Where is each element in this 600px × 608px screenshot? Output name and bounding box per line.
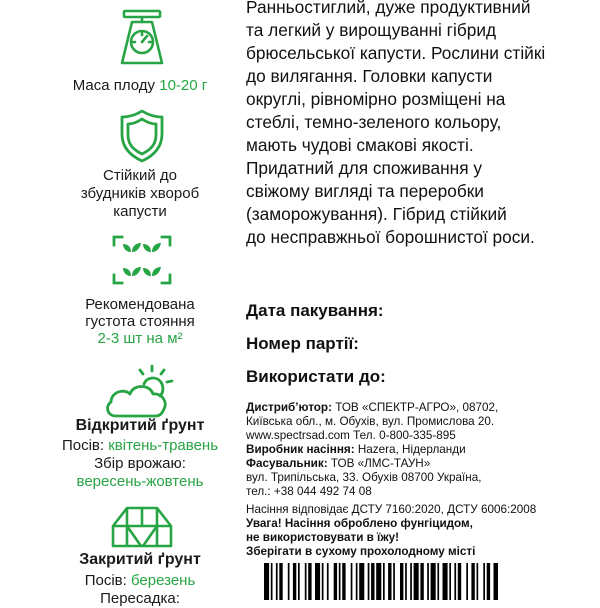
description-line: Придатний для споживання у [246, 158, 483, 178]
distributor-label: Дистриб’ютор: [246, 401, 332, 414]
planting-density [40, 296, 240, 347]
fruit-weight-label: Маса плоду [72, 77, 156, 94]
closed-ground-sowing-label: Посів: [84, 572, 127, 589]
disease-resistance-line2: збудників хвороб [80, 185, 200, 202]
packer-label: Фасувальник: [246, 457, 328, 470]
packer-line2: вул. Трипільська, 33. Обухів 08700 Україна, [246, 471, 482, 484]
description-line: до несправжньої борошнистої роси. [246, 227, 535, 247]
description-line: брюсельської капусти. Рослини стійкі [246, 43, 546, 63]
disease-resistance-line1: Стійкий до [103, 167, 177, 184]
fruit-weight [40, 77, 240, 95]
batch-number-label: Номер партії: [246, 334, 359, 353]
pack-date-label: Дата пакування: [246, 301, 384, 320]
warning-line2: не використовувати в їжу! [246, 531, 400, 544]
barcode [264, 563, 498, 600]
fruit-weight-value: 10-20 г [159, 77, 208, 94]
shield-icon [118, 108, 166, 164]
open-ground-sowing-label: Посів: [61, 437, 105, 454]
producer-text: Hazera, Нідерланди [357, 443, 466, 456]
description-line: (заморожування). Гібрид стійкий [246, 204, 507, 224]
packer-line3: тел.: +38 044 492 74 08 [246, 485, 372, 498]
planting-density-line2: густота стояння [85, 313, 195, 330]
description [246, 0, 586, 249]
producer-label: Виробник насіння: [246, 443, 355, 456]
planting-density-icon [111, 234, 173, 286]
use-by-label: Використати до: [246, 367, 386, 386]
disease-resistance-line3: капусти [113, 203, 167, 220]
distributor-line1 [246, 401, 498, 415]
closed-ground-sowing [40, 572, 240, 590]
description-line: свіжому вигляді та переробки [246, 181, 484, 201]
sun-cloud-icon [102, 364, 180, 420]
distributor-line2: Київська обл., м. Обухів, вул. Промислова 20. [246, 415, 495, 428]
description-line: стеблі, темно-зеленого кольору, [246, 112, 502, 132]
open-ground-title: Відкритий ґрунт [75, 417, 205, 434]
description-line: округлі, рівномірно розміщені на [246, 89, 506, 109]
storage-text: Зберігати в сухому прохолодному місті [246, 545, 476, 558]
planting-density-value: 2-3 шт на м² [97, 330, 183, 347]
warning-line1: Увага! Насіння оброблено фунгіцидом, [246, 517, 473, 530]
open-ground-harvest-value: вересень-жовтень [76, 473, 204, 490]
description-line: Ранньостиглий, дуже продуктивний [246, 0, 531, 17]
distributor-line3: www.spectrsad.com Тел. 0-800-335-895 [246, 429, 456, 442]
open-ground-sowing [40, 437, 240, 455]
standards-text: Насіння відповідає ДСТУ 7160:2020, ДСТУ 6006:2008 [246, 503, 537, 516]
planting-density-line1: Рекомендована [85, 296, 195, 313]
producer-line [246, 443, 466, 457]
disease-resistance [40, 167, 240, 221]
description-line: до вилягання. Головки капусти [246, 66, 493, 86]
closed-ground-planting-label: Пересадка: [100, 590, 180, 607]
scale-icon [118, 8, 166, 66]
closed-ground-title: Закритий ґрунт [79, 551, 201, 568]
closed-ground-sowing-value: березень [130, 572, 196, 589]
description-line: та легкий у вирощуванні гібрид [246, 20, 497, 40]
open-ground-sowing-value: квітень-травень [108, 437, 219, 454]
open-ground-harvest-label: Збір врожаю: [94, 455, 186, 472]
distributor-text: ТОВ «СПЕКТР-АГРО», 08702, [335, 401, 499, 414]
packer-text: ТОВ «ЛМС-ТАУН» [330, 457, 431, 470]
packer-line1 [246, 457, 430, 471]
greenhouse-icon [110, 505, 174, 549]
description-line: мають чудові смакові якості. [246, 135, 474, 155]
